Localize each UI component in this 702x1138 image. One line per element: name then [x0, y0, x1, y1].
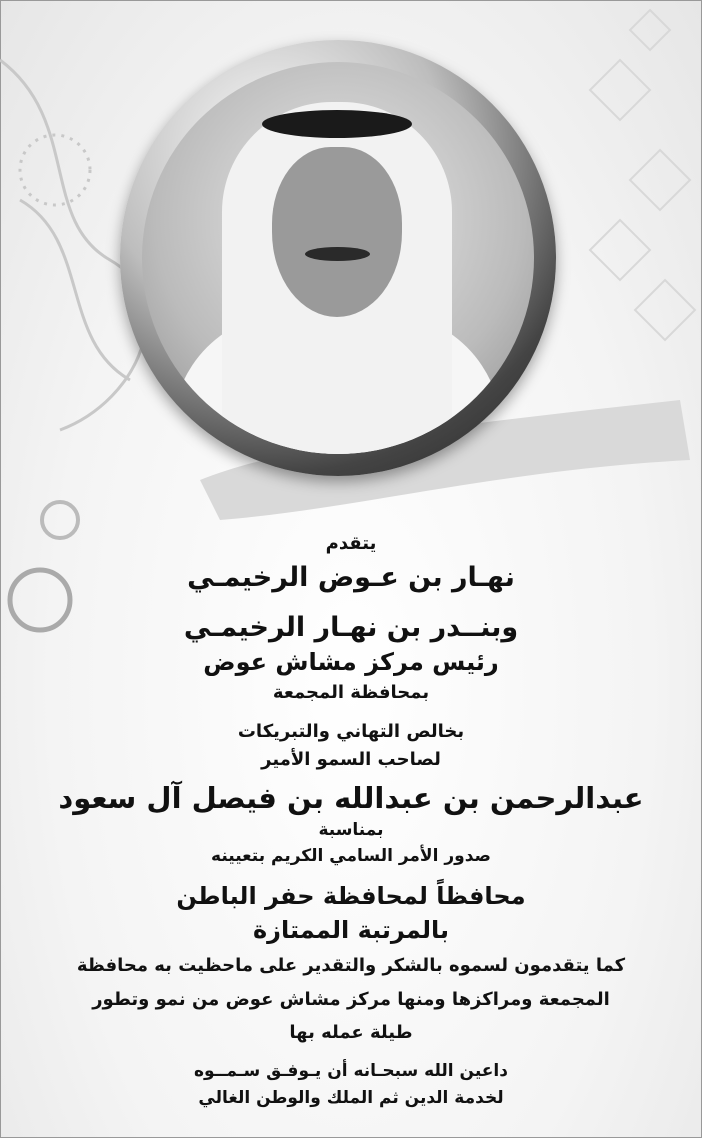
occasion-label: بمناسبة [318, 820, 384, 840]
sender-name-1: نهـار بن عـوض الرخيمـي [187, 562, 515, 593]
honorific-text: لصاحب السمو الأمير [261, 749, 441, 770]
thanks-line-3: طيلة عمله بها [289, 1022, 413, 1043]
thanks-line-1: كما يتقدمون لسموه بالشكر والتقدير على ماحظيت به محافظة [76, 955, 626, 976]
greeting-text: بخالص التهاني والتبريكات [237, 721, 465, 742]
thanks-line-2: المجمعة ومراكزها ومنها مركز مشاش عوض من نمو وتطور [92, 989, 610, 1010]
occasion-text: صدور الأمر السامي الكريم بتعيينه [211, 846, 491, 866]
intro-text: يتقدم [325, 533, 377, 554]
prayer-line-1: داعين الله سبحـانه أن يـوفـق سـمــوه [194, 1061, 508, 1081]
sender-name-2: وبنــدر بن نهـار الرخيمـي [183, 612, 519, 643]
position-text: محافظاً لمحافظة حفر الباطن [176, 882, 526, 910]
portrait-photo [142, 62, 534, 454]
sender-title: رئيس مركز مشاش عوض [203, 648, 499, 676]
sender-location: بمحافظة المجمعة [272, 682, 430, 703]
prayer-line-2: لخدمة الدين ثم الملك والوطن الغالي [198, 1088, 504, 1108]
recipient-name: عبدالرحمن بن عبدالله بن فيصل آل سعود [58, 781, 644, 815]
portrait-frame [120, 40, 556, 476]
rank-text: بالمرتبة الممتازة [253, 916, 449, 944]
